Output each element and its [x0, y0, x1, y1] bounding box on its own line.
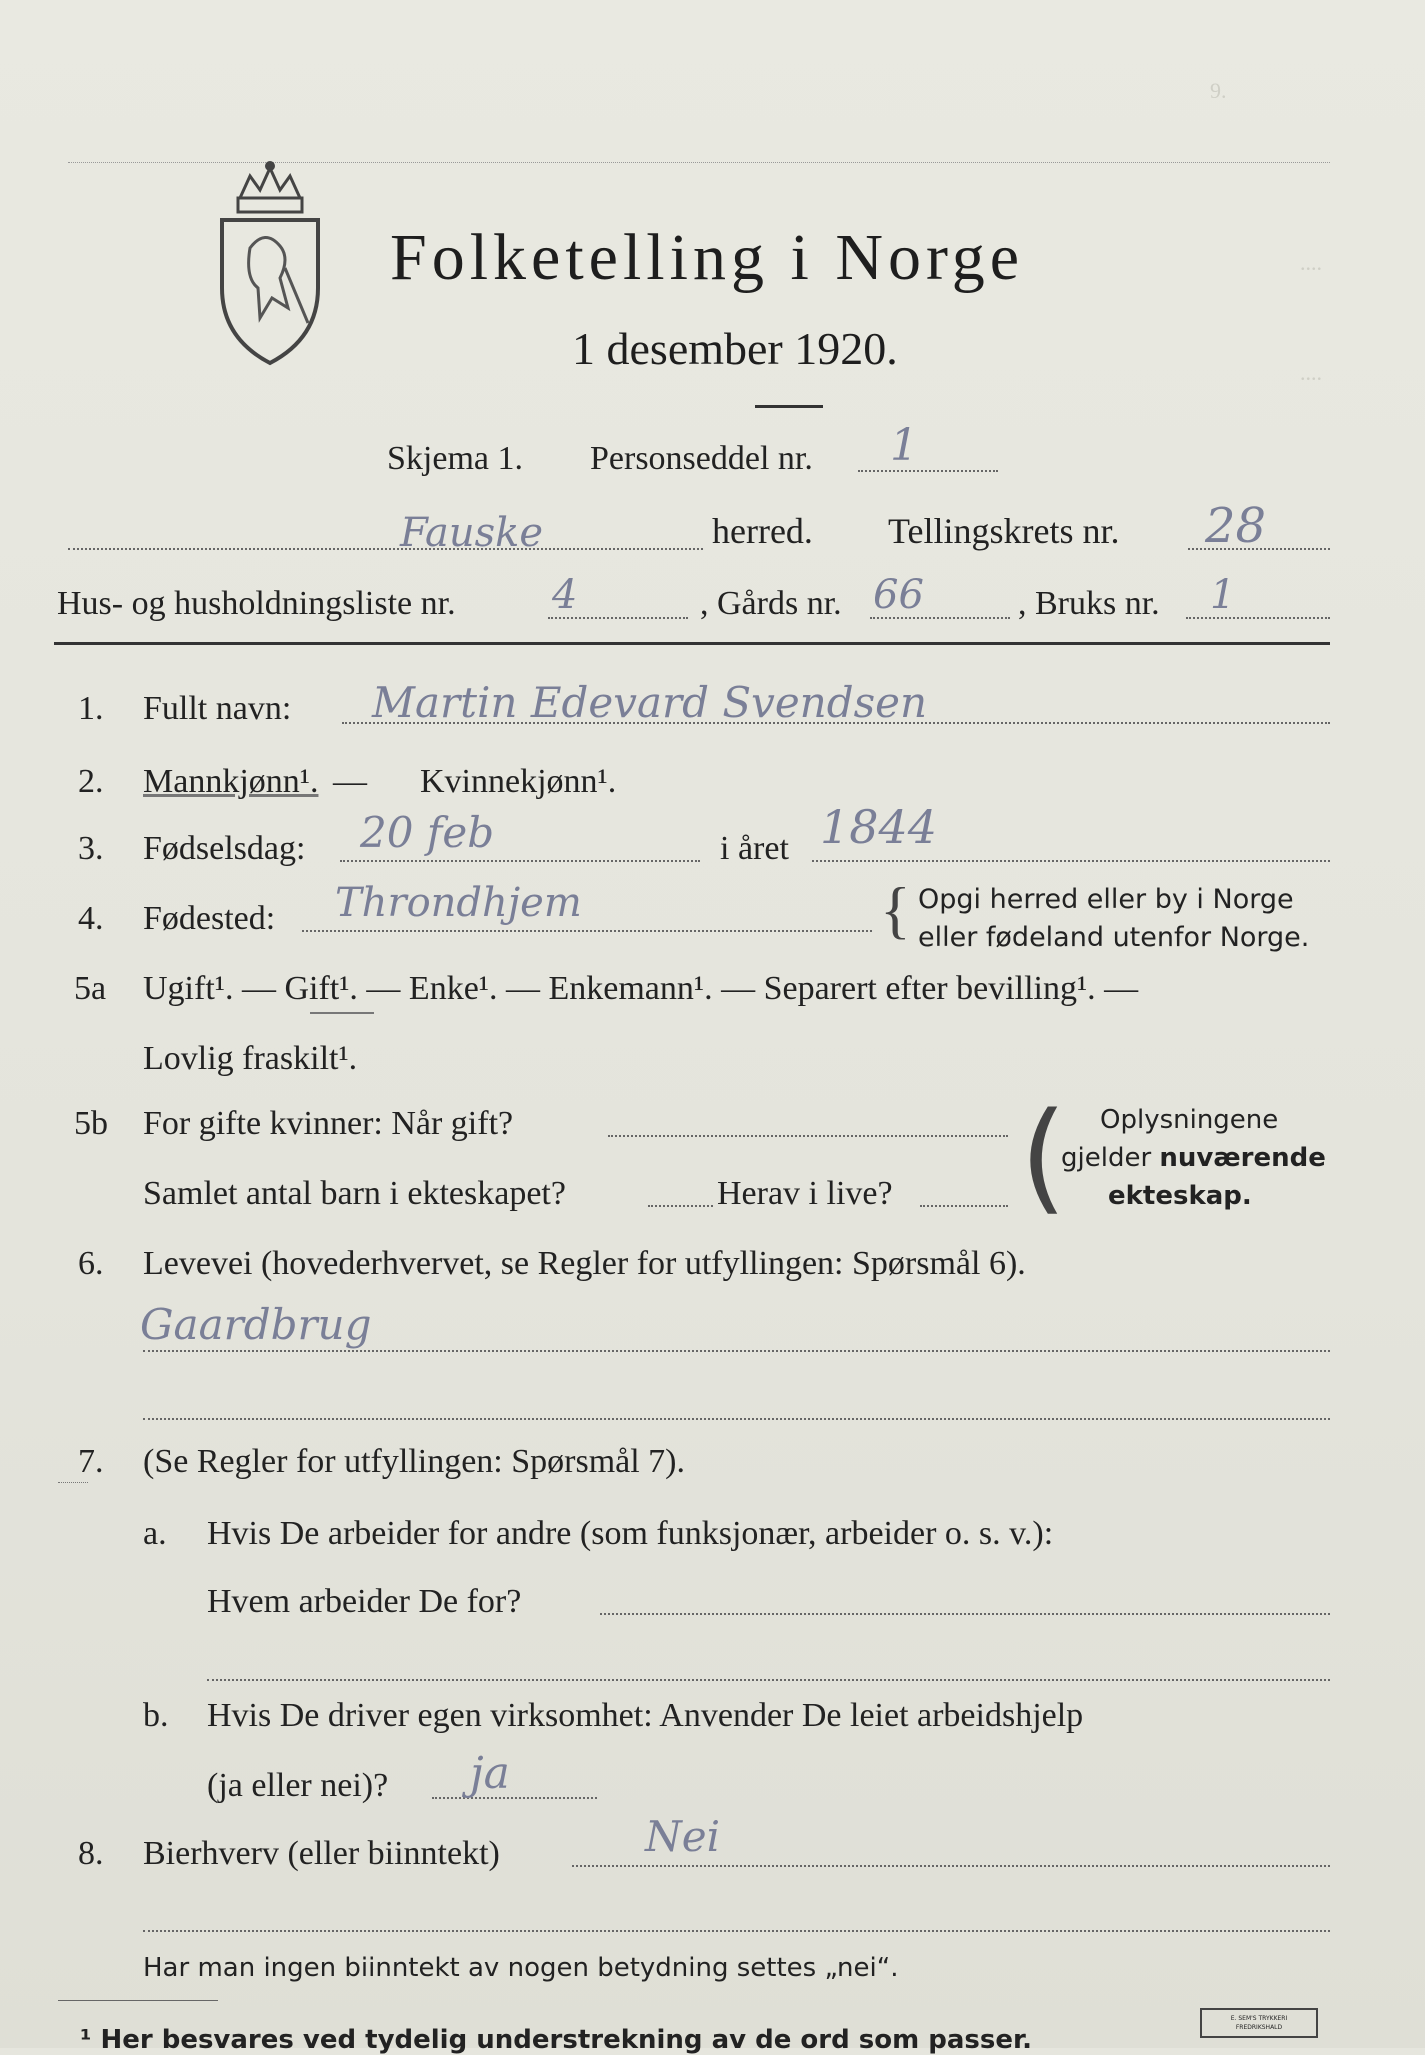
q4-label: Fødested:	[143, 900, 276, 937]
hired-help-value: ja	[470, 1748, 510, 1799]
q1-number: 1.	[78, 690, 104, 727]
birthday-value: 20 feb	[360, 808, 495, 857]
sex-female-option[interactable]: Kvinnekjønn¹.	[420, 763, 617, 800]
marital-status-options[interactable]: Ugift¹. — Gift¹. — Enke¹. — Enkemann¹. — Separert efter bevilling¹. —	[143, 970, 1139, 1007]
district-value: 28	[1205, 498, 1267, 554]
sex-separator: —	[333, 763, 367, 800]
q6-number: 6.	[78, 1245, 104, 1282]
q7-leader	[58, 1482, 88, 1483]
q7a-letter: a.	[143, 1515, 167, 1552]
birth-year-label: i året	[720, 830, 789, 867]
side-income-field-line2[interactable]	[143, 1930, 1330, 1932]
gift-underline	[310, 1012, 374, 1014]
brace-icon: {	[880, 874, 911, 945]
q8-number: 8.	[78, 1835, 104, 1872]
employer-field[interactable]	[600, 1613, 1330, 1615]
q7-label: (Se Regler for utfyllingen: Spørsmål 7).	[143, 1443, 686, 1480]
birthplace-value: Throndhjem	[335, 880, 582, 926]
q5b-note-line2	[1061, 1143, 1326, 1173]
children-count-field[interactable]	[648, 1205, 713, 1207]
q2-number: 2.	[78, 763, 104, 800]
q7b-label: Hvis De driver egen virksomhet: Anvender De leiet arbeidshjelp	[207, 1697, 1084, 1734]
coat-of-arms-icon	[210, 158, 330, 373]
q5b-note-line3: ekteskap.	[1108, 1181, 1252, 1211]
schema-label: Skjema 1.	[387, 440, 523, 477]
municipality-value: Fauske	[400, 510, 544, 556]
employer-field-line2[interactable]	[207, 1679, 1330, 1681]
household-list-value: 4	[552, 572, 578, 618]
q7a-label: Hvis De arbeider for andre (som funksjonær, arbeider o. s. v.):	[207, 1515, 1054, 1552]
occupation-field-line2[interactable]	[143, 1418, 1330, 1420]
marriage-date-field[interactable]	[608, 1135, 1008, 1137]
paren-icon: (	[1020, 1088, 1067, 1227]
birthday-field[interactable]	[340, 860, 700, 862]
district-label: Tellingskrets nr.	[888, 511, 1120, 551]
q3-number: 3.	[78, 830, 104, 867]
bleed-through-text: ....	[1300, 250, 1322, 275]
q6-label: Levevei (hovederhvervet, se Regler for utfyllingen: Spørsmål 6).	[143, 1245, 1026, 1282]
birth-year-field[interactable]	[812, 860, 1330, 862]
full-name-value: Martin Edevard Svendsen	[372, 678, 928, 727]
occupation-field[interactable]	[143, 1350, 1330, 1352]
employer-label: Hvem arbeider De for?	[207, 1583, 522, 1620]
birthplace-field[interactable]	[302, 930, 872, 932]
farm-number-label: , Gårds nr.	[700, 585, 842, 622]
hired-help-field[interactable]	[432, 1797, 597, 1799]
person-slip-number: 1	[890, 420, 918, 471]
printer-stamp	[1200, 2008, 1318, 2038]
q8-label: Bierhverv (eller biinntekt)	[143, 1835, 500, 1872]
page-title: Folketelling i Norge	[390, 221, 1025, 294]
q5b-number: 5b	[74, 1105, 108, 1142]
census-date: 1 desember 1920.	[572, 323, 898, 374]
person-slip-label: Personseddel nr.	[590, 440, 813, 477]
use-number-label: , Bruks nr.	[1018, 585, 1160, 622]
q1-label: Fullt navn:	[143, 690, 292, 727]
footer-note: Har man ingen biinntekt av nogen betydning settes „nei“.	[143, 1953, 899, 1983]
q7b-letter: b.	[143, 1697, 169, 1734]
living-label: Herav i live?	[717, 1175, 893, 1212]
sex-male-option[interactable]: Mannkjønn¹.	[143, 763, 319, 800]
q4-number: 4.	[78, 900, 104, 937]
q5a-number: 5a	[74, 970, 107, 1007]
bleed-through-text: ....	[1300, 360, 1322, 385]
q4-note-line2: eller fødeland utenfor Norge.	[918, 922, 1310, 953]
printer-stamp-line2: FREDRIKSHALD	[1235, 2024, 1283, 2031]
side-income-field[interactable]	[572, 1865, 1330, 1867]
q5b-label: For gifte kvinner: Når gift?	[143, 1105, 514, 1142]
hired-help-label: (ja eller nei)?	[207, 1767, 389, 1804]
q5b-note-current: nuværende	[1159, 1143, 1326, 1173]
q7-number: 7.	[78, 1443, 104, 1480]
side-income-value: Nei	[645, 1812, 721, 1861]
q3-label: Fødselsdag:	[143, 830, 306, 867]
title-divider	[755, 405, 823, 408]
use-number-field[interactable]	[1186, 617, 1330, 619]
children-label: Samlet antal barn i ekteskapet?	[143, 1175, 566, 1212]
header-separator	[54, 642, 1330, 645]
footnote: ¹ Her besvares ved tydelig understrekning av de ord som passer.	[80, 2025, 1032, 2055]
q4-note-line1: Opgi herred eller by i Norge	[918, 884, 1294, 915]
birth-year-value: 1844	[820, 800, 938, 854]
marital-status-divorced[interactable]: Lovlig fraskilt¹.	[143, 1040, 358, 1077]
person-slip-field[interactable]	[858, 470, 998, 472]
children-living-field[interactable]	[920, 1205, 1008, 1207]
occupation-value: Gaardbrug	[140, 1300, 372, 1349]
printer-stamp-line1: E. SEM'S TRYKKERI	[1230, 2015, 1288, 2022]
bleed-through-text: 9.	[1210, 78, 1227, 103]
household-list-label: Hus- og husholdningsliste nr.	[57, 585, 456, 622]
q5b-note-applies: gjelder	[1061, 1143, 1152, 1173]
municipality-label: herred.	[712, 511, 813, 551]
use-number-value: 1	[1210, 572, 1236, 618]
municipality-field[interactable]	[68, 548, 703, 550]
q5b-note-line1: Oplysningene	[1100, 1105, 1279, 1135]
footnote-rule	[58, 2000, 218, 2001]
farm-number-value: 66	[873, 572, 924, 618]
